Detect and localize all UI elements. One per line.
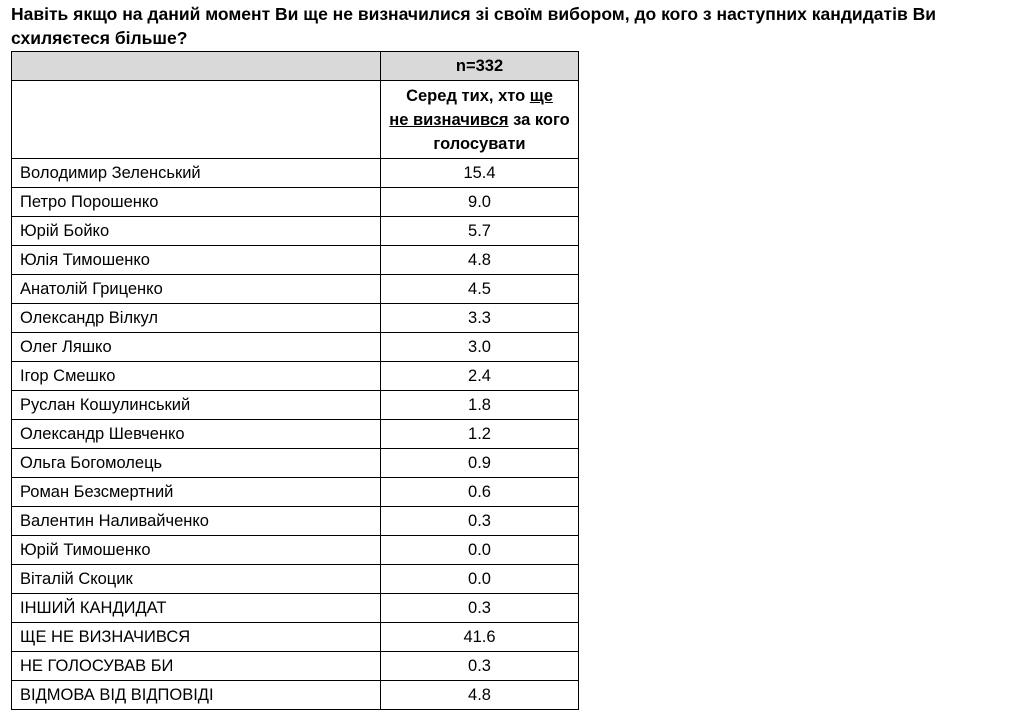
candidate-name: Роман Безсмертний [12,478,381,507]
question-title: Навіть якщо на даний момент Ви ще не визначилися зі своїм вибором, до кого з наступних кандидатів Ви схиляєтеся більше? [11,4,936,48]
candidate-value: 3.0 [381,333,579,362]
candidate-value: 0.6 [381,478,579,507]
candidate-value: 4.5 [381,275,579,304]
candidate-value: 4.8 [381,681,579,710]
results-table [11,51,579,710]
table-row [12,623,579,652]
candidate-value: 41.6 [381,623,579,652]
table-row [12,391,579,420]
desc-underlined-1: ще [529,86,553,105]
table-row [12,681,579,710]
candidate-name: Анатолій Гриценко [12,275,381,304]
desc-underlined-2: не визначився [389,110,509,129]
header-empty-cell [12,52,381,81]
candidate-value: 4.8 [381,246,579,275]
table-row [12,507,579,536]
table-row [12,449,579,478]
candidate-name: Петро Порошенко [12,188,381,217]
table-row [12,333,579,362]
table-row [12,420,579,449]
candidate-name: Олександр Вілкул [12,304,381,333]
candidate-name: Юлія Тимошенко [12,246,381,275]
table-row [12,652,579,681]
candidate-value: 15.4 [381,159,579,188]
header-row-sample [12,52,579,81]
candidate-name: Ігор Смешко [12,362,381,391]
candidate-value: 0.3 [381,652,579,681]
desc-part5: за кого голосувати [433,110,570,153]
header-empty-cell [12,81,381,159]
candidate-value: 9.0 [381,188,579,217]
candidate-name: Володимир Зеленський [12,159,381,188]
candidate-name: Юрій Бойко [12,217,381,246]
table-row [12,188,579,217]
candidate-name: ЩЕ НЕ ВИЗНАЧИВСЯ [12,623,381,652]
candidate-name: Юрій Тимошенко [12,536,381,565]
candidate-value: 3.3 [381,304,579,333]
candidate-value: 1.8 [381,391,579,420]
candidate-name: ВІДМОВА ВІД ВІДПОВІДІ [12,681,381,710]
table-row [12,217,579,246]
column-description-cell [381,81,579,159]
table-row [12,594,579,623]
candidate-name: Ольга Богомолець [12,449,381,478]
candidate-name: Руслан Кошулинський [12,391,381,420]
table-row [12,159,579,188]
candidate-name: ІНШИЙ КАНДИДАТ [12,594,381,623]
candidate-name: Олег Ляшко [12,333,381,362]
table-row [12,362,579,391]
candidate-value: 1.2 [381,420,579,449]
table-row [12,275,579,304]
sample-size-cell: n=332 [381,52,579,81]
candidate-value: 0.0 [381,536,579,565]
candidate-value: 0.9 [381,449,579,478]
header-row-description [12,81,579,159]
candidate-value: 2.4 [381,362,579,391]
candidate-name: Валентин Наливайченко [12,507,381,536]
table-row [12,478,579,507]
table-row [12,246,579,275]
candidate-name: НЕ ГОЛОСУВАВ БИ [12,652,381,681]
desc-part1: Серед тих, хто [406,86,530,105]
candidate-value: 0.3 [381,594,579,623]
candidate-name: Олександр Шевченко [12,420,381,449]
candidate-value: 5.7 [381,217,579,246]
candidate-value: 0.0 [381,565,579,594]
candidate-value: 0.3 [381,507,579,536]
table-row [12,304,579,333]
table-row [12,536,579,565]
table-row [12,565,579,594]
candidate-name: Віталій Скоцик [12,565,381,594]
